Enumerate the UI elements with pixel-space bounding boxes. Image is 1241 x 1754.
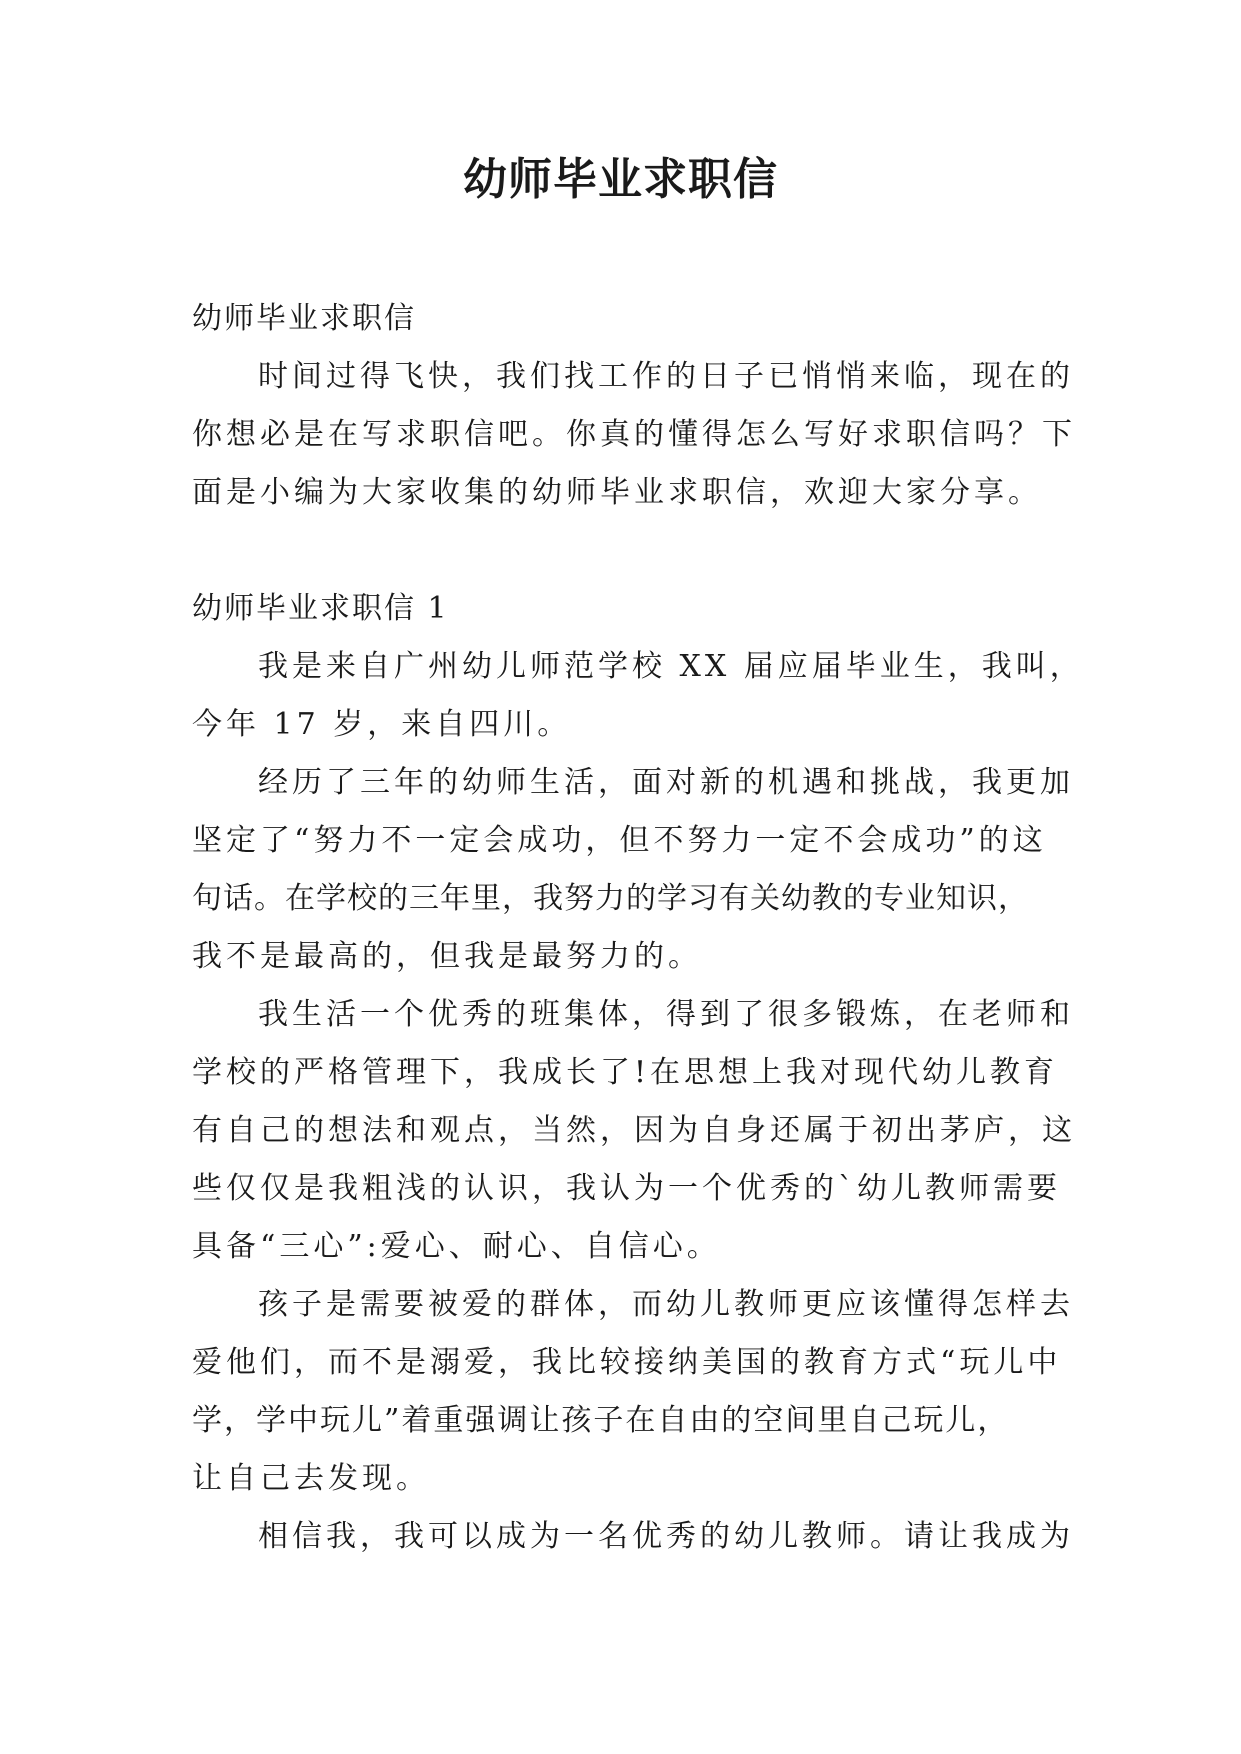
p1-line-1: 我是来自广州幼儿师范学校 XX 届应届毕业生，我叫， (258, 649, 1084, 684)
p4-line-2: 爱他们，而不是溺爱，我比较接纳美国的教育方式“玩儿中 (192, 1345, 1062, 1380)
paragraph-4 (192, 1276, 1074, 1508)
p4-line-4: 让自己去发现。 (192, 1461, 430, 1496)
p2-line-4: 我不是最高的，但我是最努力的。 (192, 939, 702, 974)
p3-line-1: 我生活一个优秀的班集体，得到了很多锻炼，在老师和 (258, 997, 1074, 1032)
intro-line-2: 你想必是在写求职信吧。你真的懂得怎么写好求职信吗？下 (192, 417, 1076, 452)
intro-line-3: 面是小编为大家收集的幼师毕业求职信，欢迎大家分享。 (192, 475, 1042, 510)
p3-line-2: 学校的严格管理下，我成长了!在思想上我对现代幼儿教育 (192, 1055, 1059, 1090)
p3-line-4: 些仅仅是我粗浅的认识，我认为一个优秀的`幼儿教师需要 (192, 1171, 1061, 1206)
p1-line-2: 今年 17 岁，来自四川。 (192, 707, 572, 742)
section-heading-1: 幼师毕业求职信 1 (192, 591, 449, 626)
document-body (192, 290, 1084, 1566)
p2-line-3: 句话。在学校的三年里，我努力的学习有关幼教的专业知识， (192, 881, 1029, 916)
p4-line-3: 学，学中玩儿”着重强调让孩子在自由的空间里自己玩儿， (192, 1403, 1010, 1438)
intro-paragraph (192, 348, 1076, 522)
p2-line-2: 坚定了“努力不一定会成功，但不努力一定不会成功”的这 (192, 823, 1047, 858)
p2-line-1: 经历了三年的幼师生活，面对新的机遇和挑战，我更加 (258, 765, 1074, 800)
intro-line-1: 时间过得飞快，我们找工作的日子已悄悄来临，现在的 (258, 359, 1074, 394)
p5-line-1: 相信我，我可以成为一名优秀的幼儿教师。请让我成为 (258, 1519, 1074, 1554)
document-title: 幼师毕业求职信 (463, 154, 778, 205)
p4-line-1: 孩子是需要被爱的群体，而幼儿教师更应该懂得怎样去 (258, 1287, 1074, 1322)
p3-line-3: 有自己的想法和观点，当然，因为自身还属于初出茅庐，这 (192, 1113, 1076, 1148)
paragraph-3 (192, 986, 1076, 1276)
p3-line-5: 具备“三心”:爱心、耐心、自信心。 (192, 1229, 721, 1264)
paragraph-2 (192, 754, 1074, 986)
paragraph-1 (192, 638, 1084, 754)
subtitle: 幼师毕业求职信 (192, 301, 416, 336)
paragraph-5 (192, 1508, 1074, 1566)
blank-line (192, 522, 1062, 580)
